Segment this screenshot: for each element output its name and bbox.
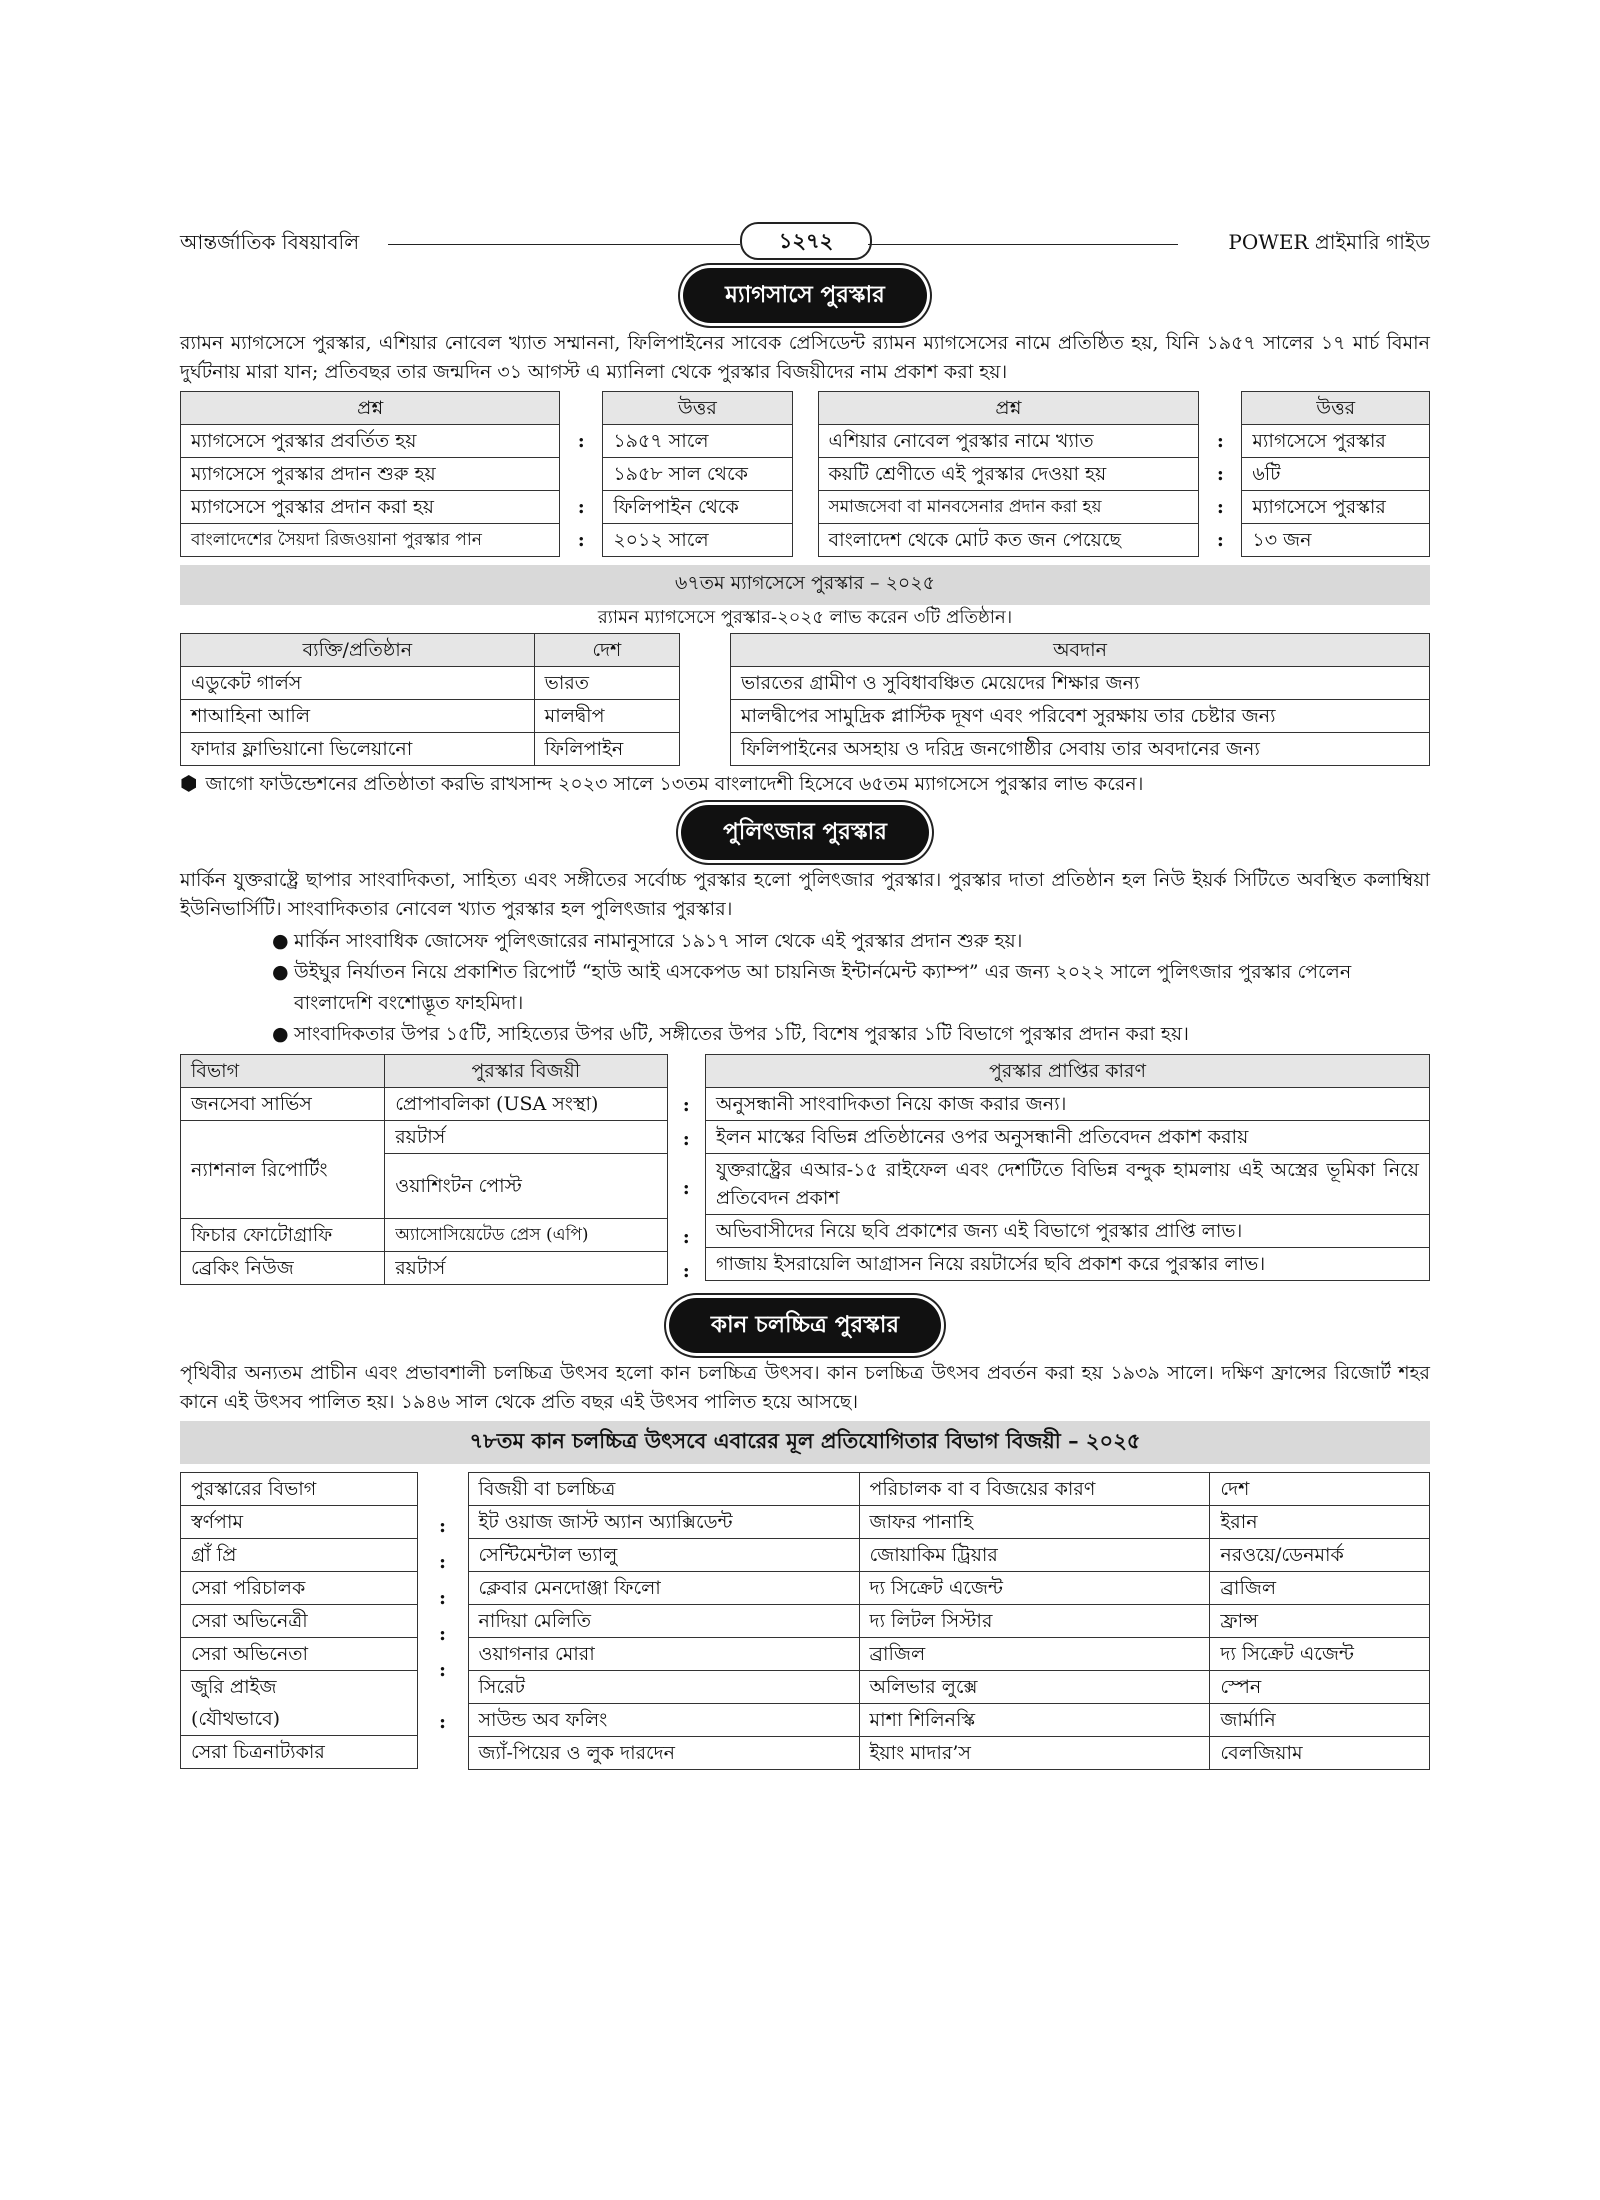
cannes-country: ফ্রান্স: [1210, 1605, 1430, 1638]
pulitzer-intro: মার্কিন যুক্তরাষ্ট্রে ছাপার সাংবাদিকতা, সাহিত্য এবং সঙ্গীতের সর্বোচ্চ পুরস্কার হলো পুলিৎজার পুরস্কার। পুরস্কার দাতা প্রতিষ্ঠান হল নিউ ইয়র্ক সিটিতে অবস্থিত কলাম্বিয়া ইউনিভার্সিটি। সাংবাদিকতার নোবেল খ্যাত পুরস্কার হল পুলিৎজার পুরস্কার।: [180, 869, 1430, 920]
table-row: [468, 1671, 1430, 1704]
header-left: আন্তর্জাতিক বিষয়াবলি: [180, 230, 360, 254]
table-row: এশিয়ার নোবেল পুরস্কার নামে খ্যাত : ম্যাগসেসে পুরস্কার: [818, 425, 1430, 458]
cannes-category: সেরা অভিনেত্রী: [181, 1605, 418, 1638]
qa-question: ম্যাগসেসে পুরস্কার প্রদান শুরু হয়: [181, 458, 560, 491]
cannes-winner: ইট ওয়াজ জাস্ট অ্যান অ্যাক্সিডেন্ট: [468, 1506, 859, 1539]
table-row: [181, 700, 680, 733]
magsaysay-winners: [180, 633, 1430, 766]
pulitzer-reason: অনুসন্ধানী সাংবাদিকতা নিয়ে কাজ করার জন্য।: [706, 1088, 1430, 1121]
pulitzer-winner: রয়টার্স: [385, 1121, 667, 1154]
table-row: [731, 667, 1430, 700]
pulitzer-category: জনসেবা সার্ভিস: [181, 1088, 385, 1121]
header-right: POWER প্রাইমারি গাইড: [1228, 230, 1430, 254]
table-row: [181, 1506, 418, 1539]
qa-question: বাংলাদেশের সৈয়দা রিজওয়ানা পুরস্কার পান: [181, 524, 560, 557]
table-row: [468, 1605, 1430, 1638]
cannes-country: ব্রাজিল: [1210, 1572, 1430, 1605]
cannes-category: জুরি প্রাইজ: [181, 1671, 418, 1704]
pulitzer-winner: ওয়াশিংটন পোস্ট: [385, 1154, 667, 1219]
table-row: [181, 1539, 418, 1572]
table-row: [181, 1572, 418, 1605]
qa-answer: ১৯৫৭ সালে: [603, 425, 792, 458]
header-rule-right: [868, 244, 1178, 245]
magsaysay-edition-title: ৬৭তম ম্যাগসেসে পুরস্কার – ২০২৫: [180, 565, 1430, 605]
cannes-category: সেরা চিত্রনাট্যকার: [181, 1736, 418, 1769]
qa-answer: ম্যাগসেসে পুরস্কার: [1242, 425, 1430, 458]
magsaysay-note: [180, 768, 1430, 799]
pulitzer-category-header: বিভাগ: [181, 1055, 385, 1088]
magsaysay-banner-wrap: [180, 268, 1430, 323]
cannes-edition-title: ৭৮তম কান চলচ্চিত্র উৎসবে এবারের মূল প্রতিযোগিতার বিভাগ বিজয়ী – ২০২৫: [180, 1421, 1430, 1464]
qa-answer: ফিলিপাইন থেকে: [603, 491, 792, 524]
cannes-category: (যৌথভাবে): [181, 1703, 418, 1736]
table-row: [181, 1638, 418, 1671]
table-row: [181, 1736, 418, 1769]
table-row: বাংলাদেশের সৈয়দা রিজওয়ানা পুরস্কার পান : ২০১২ সালে: [181, 524, 793, 557]
hexagon-bullet-icon: ⬢: [180, 771, 198, 795]
cannes-country: দ্য সিক্রেট এজেন্ট: [1210, 1638, 1430, 1671]
qa-answer: ২০১২ সালে: [603, 524, 792, 557]
table-row: [468, 1638, 1430, 1671]
qa-question: এশিয়ার নোবেল পুরস্কার নামে খ্যাত: [818, 425, 1199, 458]
pulitzer-title: পুলিৎজার পুরস্কার: [681, 805, 929, 860]
table-row: [181, 1121, 668, 1154]
cannes-winner: ওয়াগনার মোরা: [468, 1638, 859, 1671]
pulitzer-category: ন্যাশনাল রিপোর্টিং: [181, 1121, 385, 1219]
cannes-director: জোয়াকিম ট্রিয়ার: [859, 1539, 1210, 1572]
magsaysay-edition-sub: র‌্যামন ম্যাগসেসে পুরস্কার-২০২৫ লাভ করেন ৩টি প্রতিষ্ঠান।: [597, 607, 1013, 628]
cannes-category: সেরা অভিনেতা: [181, 1638, 418, 1671]
qa-right: [818, 391, 1431, 557]
table-row: [181, 733, 680, 766]
table-row: [706, 1088, 1430, 1121]
table-row: সমাজসেবা বা মানবসেনার প্রদান করা হয় : ম্যাগসেসে পুরস্কার: [818, 491, 1430, 524]
qa-question: কয়টি শ্রেণীতে এই পুরস্কার দেওয়া হয়: [818, 458, 1199, 491]
table-row: [468, 1572, 1430, 1605]
qa-question: বাংলাদেশ থেকে মোট কত জন পেয়েছে: [818, 524, 1199, 557]
pulitzer-banner-wrap: [180, 805, 1430, 860]
magsaysay-qa-table: [180, 391, 1430, 557]
table-row: বাংলাদেশ থেকে মোট কত জন পেয়েছে : ১৩ জন: [818, 524, 1430, 557]
winners-country-header: দেশ: [534, 634, 679, 667]
table-row: [468, 1506, 1430, 1539]
table-row: ম্যাগসেসে পুরস্কার প্রদান করা হয় : ফিলিপাইন থেকে: [181, 491, 793, 524]
pulitzer-winner: অ্যাসোসিয়েটেড প্রেস (এপি): [385, 1219, 667, 1252]
cannes-director: দ্য লিটল সিস্টার: [859, 1605, 1210, 1638]
pulitzer-winner: রয়টার্স: [385, 1252, 667, 1285]
winner-contribution: ভারতের গ্রামীণ ও সুবিধাবঞ্চিত মেয়েদের শিক্ষার জন্য: [731, 667, 1430, 700]
cannes-director: দ্য সিক্রেট এজেন্ট: [859, 1572, 1210, 1605]
table-row: [468, 1539, 1430, 1572]
table-row: [181, 1605, 418, 1638]
qa-left-a-header: উত্তর: [603, 392, 792, 425]
pulitzer-bullets: [180, 926, 1430, 1050]
winner-name: এডুকেট গার্লস: [181, 667, 535, 700]
table-row: [181, 1671, 418, 1704]
table-row: [468, 1737, 1430, 1770]
pulitzer-winner: প্রোপাবলিকা (USA সংস্থা): [385, 1088, 667, 1121]
cannes-category: গ্রাঁ প্রি: [181, 1539, 418, 1572]
cannes-category: স্বর্ণপাম: [181, 1506, 418, 1539]
pulitzer-reason-header: পুরস্কার প্রাপ্তির কারণ: [706, 1055, 1430, 1088]
table-row: [731, 733, 1430, 766]
pulitzer-reason: গাজায় ইসরায়েলি আগ্রাসন নিয়ে রয়টার্সের ছবি প্রকাশ করে পুরস্কার লাভ।: [706, 1248, 1430, 1281]
winner-name: শাআহিনা আলি: [181, 700, 535, 733]
magsaysay-title: ম্যাগসাসে পুরস্কার: [683, 268, 927, 323]
qa-right-q-header: প্রশ্ন: [818, 392, 1199, 425]
cannes-director: মাশা শিলিনস্কি: [859, 1704, 1210, 1737]
list-item: ● সাংবাদিকতার উপর ১৫টি, সাহিত্যের উপর ৬টি, সঙ্গীতের উপর ১টি, বিশেষ পুরস্কার ১টি বিভাগে পুরস্কার প্রদান করা হয়।: [294, 1019, 1430, 1050]
table-row: ম্যাগসেসে পুরস্কার প্রবর্তিত হয় : ১৯৫৭ সালে: [181, 425, 793, 458]
table-row: [731, 700, 1430, 733]
cannes-winner: জ্যাঁ-পিয়ের ও লুক দারদেন: [468, 1737, 859, 1770]
qa-answer: ১৯৫৮ সাল থেকে: [603, 458, 792, 491]
qa-left: [180, 391, 793, 557]
qa-question: সমাজসেবা বা মানবসেনার প্রদান করা হয়: [818, 491, 1199, 524]
page: [180, 222, 1430, 1792]
cannes-winner: সিরেট: [468, 1671, 859, 1704]
cannes-title: কান চলচ্চিত্র পুরস্কার: [669, 1298, 941, 1353]
table-row: [706, 1248, 1430, 1281]
header-rule-left: [388, 244, 740, 245]
pulitzer-winner-header: পুরস্কার বিজয়ী: [385, 1055, 667, 1088]
qa-answer: ৬টি: [1242, 458, 1430, 491]
list-item: ● উইঘুর নির্যাতন নিয়ে প্রকাশিত রিপোর্ট “হাউ আই এসকেপড আ চায়নিজ ইন্টার্নমেন্ট ক্যাম্প” এর জন্য ২০২২ সালে পুলিৎজার পুরস্কার পেলেন বাংলাদেশি বংশোদ্ভূত ফাহমিদা।: [294, 957, 1430, 1019]
cannes-director: ব্রাজিল: [859, 1638, 1210, 1671]
cannes-country: ইরান: [1210, 1506, 1430, 1539]
winner-name: ফাদার ফ্লাভিয়ানো ভিলেয়ানো: [181, 733, 535, 766]
pulitzer-category: ব্রেকিং নিউজ: [181, 1252, 385, 1285]
winner-country: ফিলিপাইন: [534, 733, 679, 766]
cannes-table: পুরস্কারের বিভাগ স্বর্ণপাম গ্রাঁ প্রি সেরা পরিচালক সেরা অভিনেত্রী সেরা অভিনেতা জুরি প্রাইজ (যৌথভাবে) সেরা চিত্রনাট্যকার : : : : : : বিজয়ী বা চলচ্চিত্র পরিচালক বা ব বিজয়ের কারণ দেশ ইট ওয়াজ জাস্ট অ্যান অ্যাক্সিডেন্ট জাফর পানাহি ইরান সেন্টিমেন্টাল ভ্যালু জোয়াকিম ট্রিয়ার নরওয়ে/ডেনমার্ক ক্লেবার মেনদোঞ্জা ফিলো দ্য সিক্রেট এজেন্ট ব্রাজিল নাদিয়া মেলিতি দ্য লিটল সিস্টার ফ্রান্স ওয়াগনার মোরা ব্রাজিল দ্য সিক্রেট এজেন্ট সিরেট অলিভার লুক্সে স্পেন সাউন্ড অব ফলিং মাশা শিলিনস্কি জার্মানি জ্যাঁ-পিয়ের ও লুক দারদেন ইয়াং মাদার’স বেলজিয়াম: [180, 1472, 1430, 1792]
cannes-country: জার্মানি: [1210, 1704, 1430, 1737]
table-row: কয়টি শ্রেণীতে এই পুরস্কার দেওয়া হয় : ৬টি: [818, 458, 1430, 491]
winner-contribution: মালদ্বীপের সামুদ্রিক প্লাস্টিক দূষণ এবং পরিবেশ সুরক্ষায় তার চেষ্টার জন্য: [731, 700, 1430, 733]
cannes-country: নরওয়ে/ডেনমার্ক: [1210, 1539, 1430, 1572]
qa-right-a-header: উত্তর: [1242, 392, 1430, 425]
cannes-winner: সেন্টিমেন্টাল ভ্যালু: [468, 1539, 859, 1572]
cannes-winner-header: বিজয়ী বা চলচ্চিত্র: [468, 1473, 859, 1506]
table-row: [181, 1088, 668, 1121]
cannes-country-header: দেশ: [1210, 1473, 1430, 1506]
cannes-intro: পৃথিবীর অন্যতম প্রাচীন এবং প্রভাবশালী চলচ্চিত্র উৎসব হলো কান চলচ্চিত্র উৎসব। কান চলচ্চিত্র উৎসব প্রবর্তন করা হয় ১৯৩৯ সালে। দক্ষিণ ফ্রান্সের রিজোর্ট শহর কানে এই উৎসব পালিত হয়। ১৯৪৬ সাল থেকে প্রতি বছর এই উৎসব পালিত হয়ে আসছে।: [180, 1362, 1430, 1413]
qa-question: ম্যাগসেসে পুরস্কার প্রদান করা হয়: [181, 491, 560, 524]
winner-country: ভারত: [534, 667, 679, 700]
winner-contribution: ফিলিপাইনের অসহায় ও দরিদ্র জনগোষ্ঠীর সেবায় তার অবদানের জন্য: [731, 733, 1430, 766]
cannes-director: জাফর পানাহি: [859, 1506, 1210, 1539]
qa-answer: ১৩ জন: [1242, 524, 1430, 557]
winner-country: মালদ্বীপ: [534, 700, 679, 733]
qa-question: ম্যাগসেসে পুরস্কার প্রবর্তিত হয়: [181, 425, 560, 458]
table-row: [181, 1219, 668, 1252]
cannes-country: বেলজিয়াম: [1210, 1737, 1430, 1770]
page-header: [180, 222, 1430, 264]
winners-name-header: ব্যক্তি/প্রতিষ্ঠান: [181, 634, 535, 667]
table-row: [468, 1704, 1430, 1737]
pulitzer-reason: যুক্তরাষ্ট্রের এআর-১৫ রাইফেল এবং দেশটিতে বিভিন্ন বন্দুক হামলায় এই অস্ত্রের ভূমিকা নিয়ে প্রতিবেদন প্রকাশ: [706, 1154, 1430, 1215]
pulitzer-reason: অভিবাসীদের নিয়ে ছবি প্রকাশের জন্য এই বিভাগে পুরস্কার প্রাপ্তি লাভ।: [706, 1215, 1430, 1248]
table-row: [706, 1215, 1430, 1248]
cannes-director: অলিভার লুক্সে: [859, 1671, 1210, 1704]
pulitzer-table: বিভাগ পুরস্কার বিজয়ী জনসেবা সার্ভিস প্রোপাবলিকা (USA সংস্থা) ন্যাশনাল রিপোর্টিং রয়টার্স ওয়াশিংটন পোস্ট ফিচার ফোটোগ্রাফি অ্যাসোসিয়েটেড প্রেস (এপি) ব্রেকিং নিউজ রয়টার্স : : : : : পুরস্কার প্রাপ্তির কারণ অনুসন্ধানী সাংবাদিকতা নিয়ে কাজ করার জন্য। ইলন মাস্কের বিভিন্ন প্রতিষ্ঠানের ওপর অনুসন্ধানী প্রতিবেদন প্রকাশ করায় যুক্তরাষ্ট্রের এআর-১৫ রাইফেল এবং দেশটিতে বিভিন্ন বন্দুক হামলায় এই অস্ত্রের ভূমিকা নিয়ে প্রতিবেদন প্রকাশ অভিবাসীদের নিয়ে ছবি প্রকাশের জন্য এই বিভাগে পুরস্কার প্রাপ্তি লাভ। গাজায় ইসরায়েলি আগ্রাসন নিয়ে রয়টার্সের ছবি প্রকাশ করে পুরস্কার লাভ।: [180, 1054, 1430, 1288]
cannes-winner: ক্লেবার মেনদোঞ্জা ফিলো: [468, 1572, 859, 1605]
qa-left-q-header: প্রশ্ন: [181, 392, 560, 425]
pulitzer-reason: ইলন মাস্কের বিভিন্ন প্রতিষ্ঠানের ওপর অনুসন্ধানী প্রতিবেদন প্রকাশ করায়: [706, 1121, 1430, 1154]
table-row: [181, 1703, 418, 1736]
table-row: [181, 667, 680, 700]
pulitzer-category: ফিচার ফোটোগ্রাফি: [181, 1219, 385, 1252]
page-number: ১২৭২: [740, 222, 872, 260]
cannes-country: স্পেন: [1210, 1671, 1430, 1704]
table-row: [181, 1252, 668, 1285]
cannes-director-header: পরিচালক বা ব বিজয়ের কারণ: [859, 1473, 1210, 1506]
winners-contribution-header: অবদান: [731, 634, 1430, 667]
table-row: [181, 458, 793, 491]
cannes-category: সেরা পরিচালক: [181, 1572, 418, 1605]
cannes-winner: নাদিয়া মেলিতি: [468, 1605, 859, 1638]
cannes-banner-wrap: [180, 1298, 1430, 1353]
cannes-winner: সাউন্ড অব ফলিং: [468, 1704, 859, 1737]
qa-answer: ম্যাগসেসে পুরস্কার: [1242, 491, 1430, 524]
table-row: [706, 1121, 1430, 1154]
table-row: [706, 1154, 1430, 1215]
cannes-director: ইয়াং মাদার’স: [859, 1737, 1210, 1770]
cannes-category-header: পুরস্কারের বিভাগ: [181, 1473, 418, 1506]
magsaysay-intro: র‌্যামন ম্যাগসেসে পুরস্কার, এশিয়ার নোবেল খ্যাত সম্মাননা, ফিলিপাইনের সাবেক প্রেসিডেন্ট র‌্যামন ম্যাগসেসের নামে প্রতিষ্ঠিত হয়, যিনি ১৯৫৭ সালের ১৭ মার্চ বিমান দুর্ঘটনায় মারা যান; প্রতিবছর তার জন্মদিন ৩১ আগস্ট এ ম্যানিলা থেকে পুরস্কার বিজয়ীদের নাম প্রকাশ করা হয়।: [180, 332, 1430, 383]
list-item: ● মার্কিন সাংবাধিক জোসেফ পুলিৎজারের নামানুসারে ১৯১৭ সাল থেকে এই পুরস্কার প্রদান শুরু হয়।: [294, 926, 1430, 957]
magsaysay-note-text: জাগো ফাউন্ডেশনের প্রতিষ্ঠাতা করভি রাখসান্দ ২০২৩ সালে ১৩তম বাংলাদেশী হিসেবে ৬৫তম ম্যাগসেসে পুরস্কার লাভ করেন।: [205, 773, 1144, 795]
